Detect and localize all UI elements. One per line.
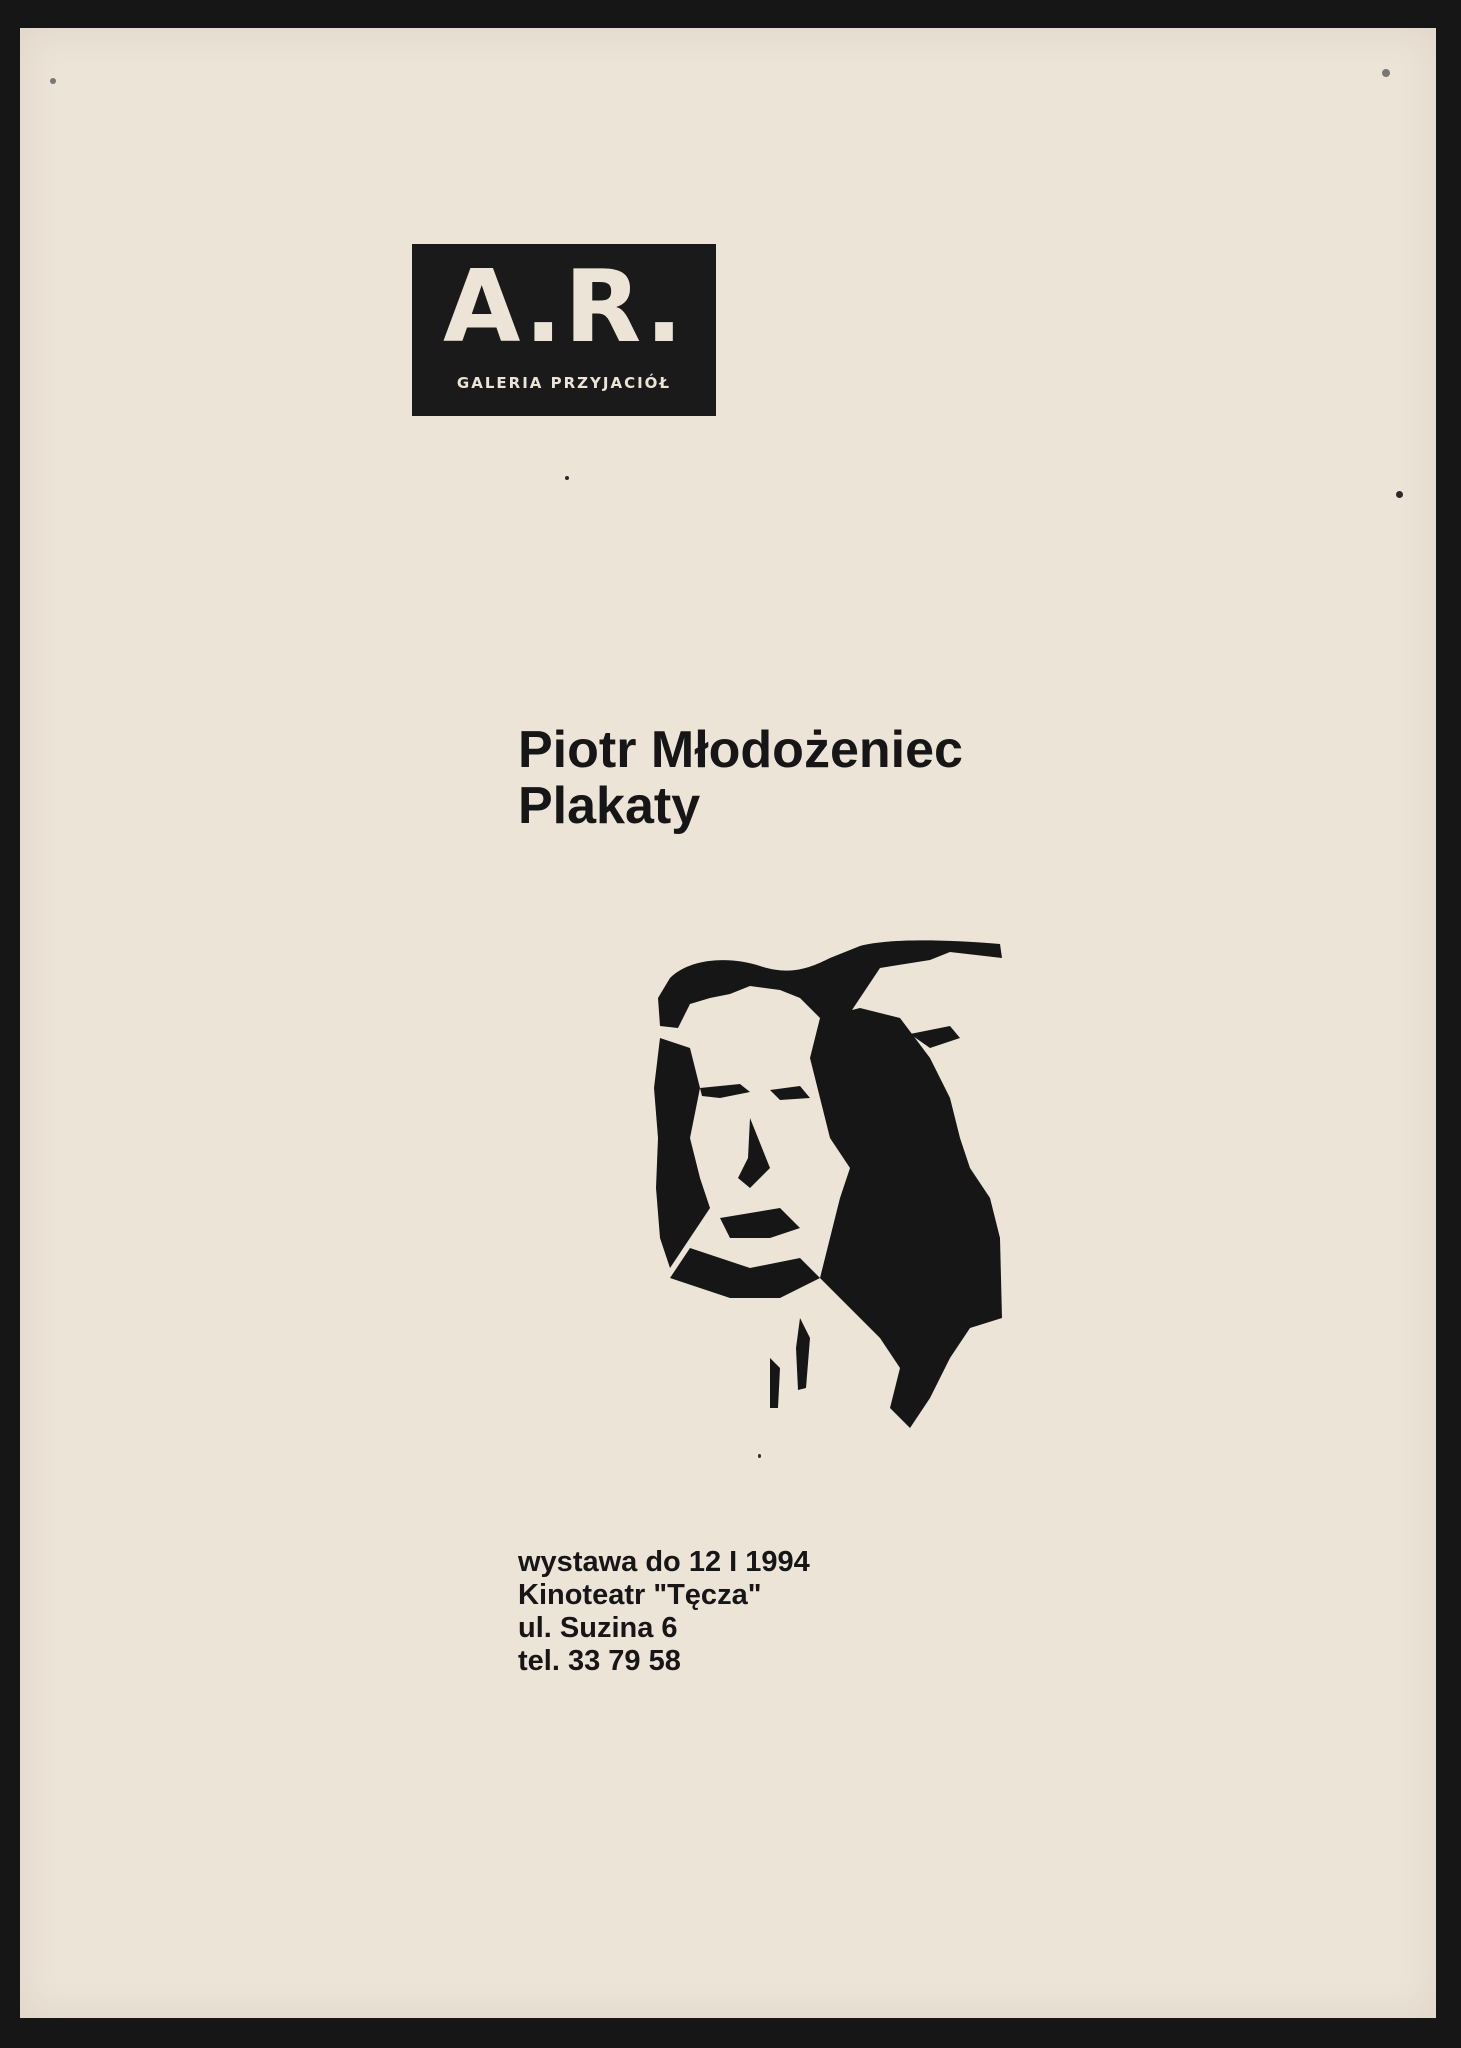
paper-speck — [1396, 491, 1403, 498]
exhibition-date: wystawa do 12 I 1994 — [518, 1546, 810, 1578]
paper-speck — [565, 476, 569, 480]
logo-mark: A.R. — [442, 248, 686, 365]
artist-portrait-image — [630, 938, 1010, 1428]
portrait-eye-left — [700, 1084, 750, 1098]
paper-speck — [1382, 69, 1390, 77]
portrait-center-shadow — [810, 1008, 1002, 1428]
portrait-nose — [738, 1118, 770, 1188]
title-subject: Plakaty — [518, 777, 701, 835]
poster-title — [518, 722, 963, 834]
portrait-neck-line — [796, 1318, 810, 1390]
portrait-mouth — [720, 1208, 800, 1238]
portrait-hair — [658, 940, 1002, 1028]
gallery-logo — [412, 244, 716, 416]
portrait-collar — [770, 1358, 780, 1408]
portrait-jaw — [670, 1248, 820, 1298]
portrait-eye-right — [770, 1086, 810, 1100]
paper-speck — [50, 78, 56, 84]
venue-name: Kinoteatr "Tęcza" — [518, 1579, 762, 1611]
paper-speck — [758, 1454, 761, 1458]
logo-subtitle: GALERIA PRZYJACIÓŁ — [456, 374, 672, 392]
portrait-face-left — [654, 1038, 710, 1268]
exhibition-info — [518, 1546, 810, 1678]
venue-phone: tel. 33 79 58 — [518, 1645, 681, 1677]
title-artist-name: Piotr Młodożeniec — [518, 721, 963, 779]
poster-sheet — [20, 28, 1436, 2018]
venue-address: ul. Suzina 6 — [518, 1612, 678, 1644]
